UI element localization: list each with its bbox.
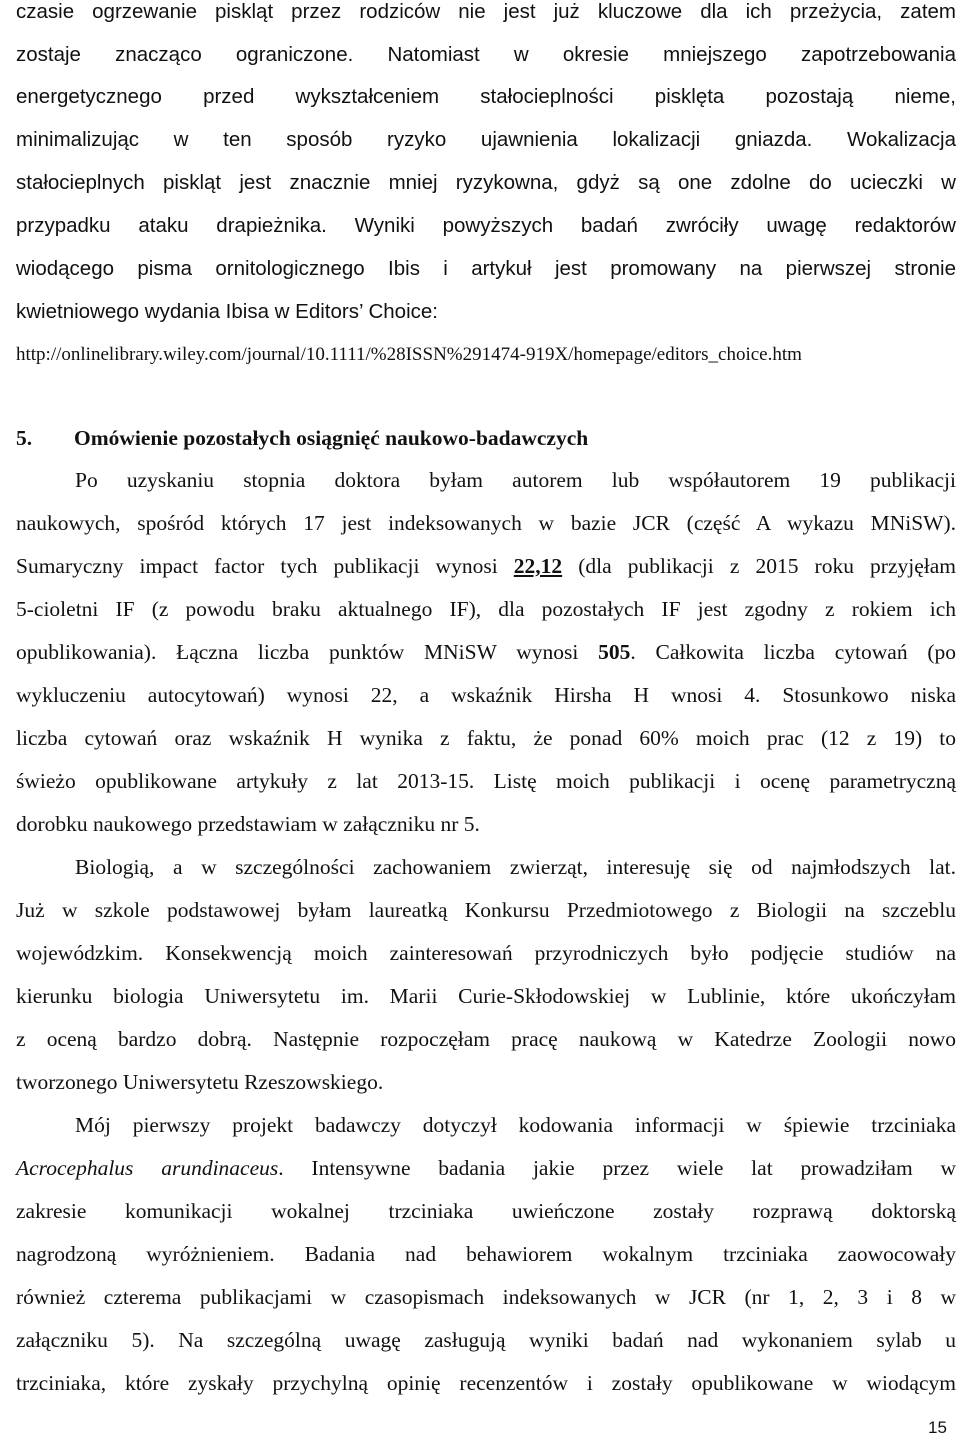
- p3-line-2-text: . Intensywne badania jakie przez wiele lat prowadziłam w: [278, 1156, 956, 1180]
- intro-line-3: energetycznego przed wykształceniem stałocieplności pisklęta pozostają nieme,: [16, 85, 956, 108]
- page-number: 15: [928, 1418, 947, 1437]
- intro-line-8: kwietniowego wydania Ibisa w Editors’ Choice:: [16, 300, 438, 323]
- p1-line-3-text-b: (dla publikacji z 2015 roku przyjęłam: [562, 554, 956, 578]
- species-name: Acrocephalus arundinaceus: [16, 1156, 279, 1180]
- p2-line-1: Biologią, a w szczególności zachowaniem zwierząt, interesuję się od najmłodszych lat.: [75, 855, 956, 879]
- p2-line-2: Już w szkole podstawowej byłam laureatką Konkursu Przedmiotowego z Biologii na szczeblu: [16, 898, 956, 922]
- p1-line-7: liczba cytowań oraz wskaźnik H wynika z faktu, że ponad 60% moich prac (12 z 19) to: [16, 726, 956, 750]
- intro-line-7: wiodącego pisma ornitologicznego Ibis i artykuł jest promowany na pierwszej stronie: [16, 257, 956, 280]
- p1-line-5-text-a: opublikowania). Łączna liczba punktów MNiSW wynosi: [16, 640, 599, 664]
- p1-line-3-text-a: Sumaryczny impact factor tych publikacji wynosi: [16, 554, 514, 578]
- impact-factor-value: 22,12: [513, 554, 563, 578]
- p3-line-6: załączniku 5). Na szczególną uwagę zasługują wyniki badań nad wykonaniem sylab u: [16, 1328, 956, 1352]
- editors-choice-url: http://onlinelibrary.wiley.com/journal/10.1111/%28ISSN%291474-919X/homepage/editors_choice.htm: [16, 344, 802, 365]
- section-title: Omówienie pozostałych osiągnięć naukowo-badawczych: [74, 426, 589, 450]
- p3-line-1: Mój pierwszy projekt badawczy dotyczył kodowania informacji w śpiewie trzciniaka: [75, 1113, 956, 1137]
- p1-line-5: [16, 638, 956, 666]
- mnisw-points-value: 505: [598, 640, 631, 664]
- p3-line-2: [16, 1154, 956, 1182]
- p1-line-8: świeżo opublikowane artykuły z lat 2013-15. Listę moich publikacji i ocenę parametryczną: [16, 769, 956, 793]
- p3-line-3: zakresie komunikacji wokalnej trzciniaka uwieńczone zostały rozprawą doktorską: [16, 1199, 956, 1223]
- intro-line-1: czasie ogrzewanie piskląt przez rodziców nie jest już kluczowe dla ich przeżycia, zatem: [16, 0, 956, 23]
- p3-line-5: również czterema publikacjami w czasopismach indeksowanych w JCR (nr 1, 2, 3 i 8 w: [16, 1285, 956, 1309]
- p1-line-5-text-b: . Całkowita liczba cytowań (po: [630, 640, 956, 664]
- intro-line-2: zostaje znacząco ograniczone. Natomiast w okresie mniejszego zapotrzebowania: [16, 43, 956, 66]
- p1-line-9: dorobku naukowego przedstawiam w załączniku nr 5.: [16, 812, 480, 836]
- section-number: 5.: [16, 426, 33, 450]
- p1-line-1: Po uzyskaniu stopnia doktora byłam autorem lub współautorem 19 publikacji: [75, 468, 956, 492]
- section-heading: [16, 424, 956, 452]
- intro-line-4: minimalizując w ten sposób ryzyko ujawnienia lokalizacji gniazda. Wokalizacja: [16, 128, 956, 151]
- p3-line-7: trzciniaka, które zyskały przychylną opinię recenzentów i zostały opublikowane w wiodącym: [16, 1371, 956, 1395]
- p2-line-5: z oceną bardzo dobrą. Następnie rozpoczęłam pracę naukową w Katedrze Zoologii nowo: [16, 1027, 956, 1051]
- p1-line-2: naukowych, spośród których 17 jest indeksowanych w bazie JCR (część A wykazu MNiSW).: [16, 511, 956, 535]
- p2-line-4: kierunku biologia Uniwersytetu im. Marii Curie-Skłodowskiej w Lublinie, które ukończyłam: [16, 984, 956, 1008]
- p2-line-3: wojewódzkim. Konsekwencją moich zainteresowań przyrodniczych było podjęcie studiów na: [16, 941, 956, 965]
- p3-line-4: nagrodzoną wyróżnieniem. Badania nad behawiorem wokalnym trzciniaka zaowocowały: [16, 1242, 956, 1266]
- intro-line-6: przypadku ataku drapieżnika. Wyniki powyższych badań zwróciły uwagę redaktorów: [16, 214, 956, 237]
- p2-line-6: tworzonego Uniwersytetu Rzeszowskiego.: [16, 1070, 384, 1094]
- intro-line-5: stałocieplnych piskląt jest znacznie mniej ryzykowna, gdyż są one zdolne do ucieczki w: [16, 171, 956, 194]
- p1-line-4: 5-cioletni IF (z powodu braku aktualnego IF), dla pozostałych IF jest zgodny z rokiem ich: [16, 597, 956, 621]
- p1-line-3: [16, 552, 956, 580]
- p1-line-6: wykluczeniu autocytowań) wynosi 22, a wskaźnik Hirsha H wnosi 4. Stosunkowo niska: [16, 683, 956, 707]
